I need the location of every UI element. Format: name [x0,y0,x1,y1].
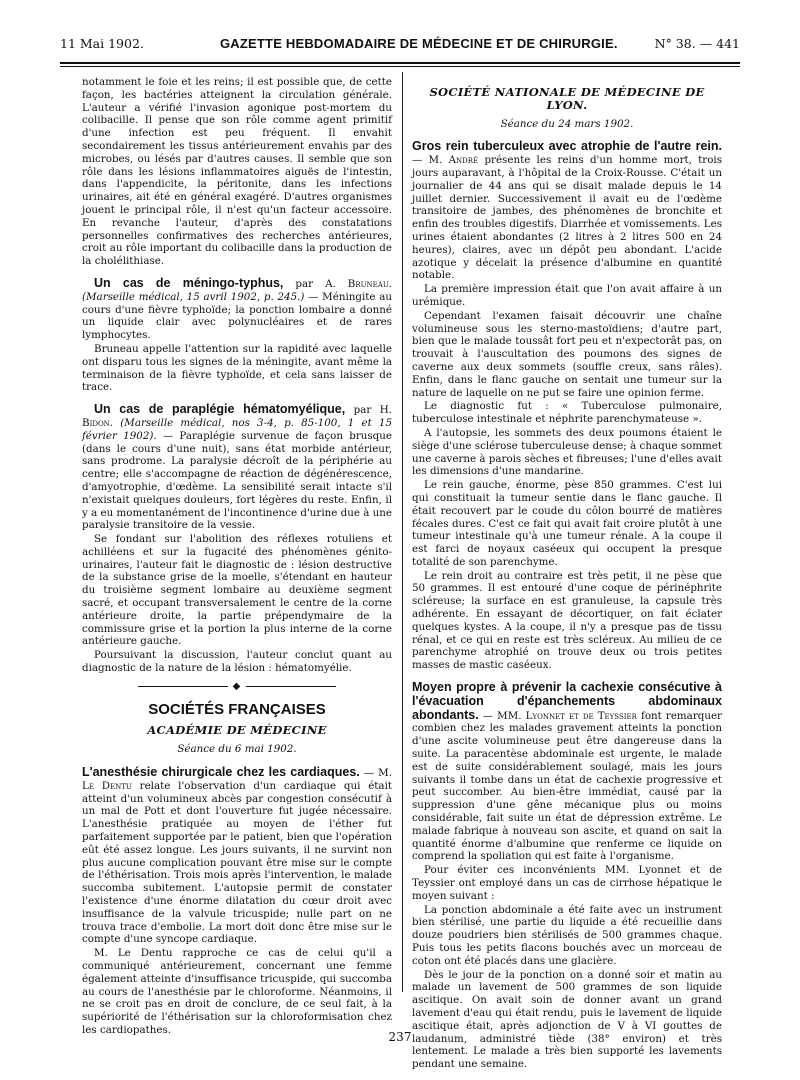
article-title: Un cas de paraplégie hématomyélique, [94,402,346,417]
article-by: par [295,277,314,290]
article-gros-rein [412,140,722,282]
paragraph: M. Le Dentu rapproche ce cas de celui qu'il a communiqué antérieurement, concernant une femme également atteinte d'insuffisance tricuspide, qui succomba au cours de l'anesthésie par le chloroforme. Néanmoins, il ne se croit pas en droit de conclure, de ce seul fait, à la supériorité de l'éthérisation sur la chloroformisation chez les cardiopathes. [82,947,392,1036]
article-by: par [353,404,372,417]
paragraph: Le rein gauche, énorme, pèse 850 grammes. C'est lui qui constituait la tumeur sentie dans le flanc gauche. Il était recouvert par le coude du côlon bourré de matières fécales dures. C'est ce fait qui avait fait croire plutôt à une tumeur intestinale qu'à une tumeur rénale. A la coupe il est farci de noyaux caséeux qui occupent la presque totalité de son parenchyme. [412,479,722,568]
ornament-divider: ◆ [82,681,392,694]
header-issue-page: N° 38. — 441 [654,36,740,51]
article-author: A. Bruneau. [325,277,393,290]
header-rule-thick [60,62,740,64]
paragraph: Dès le jour de la ponction on a donné soir et matin au malade un lavement de 500 grammes de son liquide ascitique. On avait soin de donner avant un grand lavement d'eau qui était rendu, puis le lavement de liquide ascitique était, après adjonction de V à VI gouttes de laudanum, administré tiède (38° environ) et très lentement. Le malade a très bien supporté les lavements pendant une semaine. [412,968,722,1071]
article-meningo-typhus [82,277,392,342]
article-title: Un cas de méningo-typhus, [94,275,284,290]
running-header [60,36,740,58]
paragraph: Le rein droit au contraire est très petit, il ne pèse que 50 grammes. Il est entouré d'une coque de périnéphrite scléreuse; la surface en est granuleuse, la capsule très adhérente. En essayant de décortiquer, on fait éclater quelques kystes. A la coupe, il n'y a presque pas de tissu rénal, et ce qui en reste est très scléreux. Au milieu de ce parenchyme atrophié on trouve deux ou trois petites masses de mastic caséeux. [412,569,722,672]
paragraph: Le diagnostic fut : « Tuberculose pulmonaire, tuberculose intestinale et néphrite parenchymateuse ». [412,400,722,426]
header-date: 11 Mai 1902. [60,36,144,51]
article-text: relate l'observation d'un cardiaque qui était atteint d'un volumineux abcès par congestion consécutif à un mal de Pott et dont l'ouverture fut jugée nécessaire. L'anesthésie pratiquée au moyen de l'éther fut parfaitement supportée par le patient, bien que l'opération eût été assez longue. Les jours suivants, il ne survint non plus aucune complication pouvant être mise sur le compte de l'éthérisation. Trois mois après l'intervention, le malade succomba subitement. L'autopsie permit de constater l'existence d'une énorme dilatation du cœur droit avec insuffisance de la valvule tricuspide; nulle part on ne trouva trace d'embolie. La mort doit donc être mise sur le compte d'une syncope cardiaque. [82,779,393,946]
seance-date: Séance du 24 mars 1902. [500,117,634,130]
article-text: présente les reins d'un homme mort, trois jours auparavant, à l'hôpital de la Croix-Rousse. C'était un journalier de 44 ans qui se disait malade depuis le 14 juillet dernier. Successivement il avait eu de l'œdème transitoire de jambes, des phénomènes de bronchite et enfin des troubles digestifs. Diarrhée et vomissements. Les urines étaient abondantes (2 litres à 2 litres 500 en 24 heures), claires, avec un dépôt peu abondant. L'acide azotique y décelait la présence d'albumine en quantité notable. [412,154,723,282]
paragraph: A l'autopsie, les sommets des deux poumons étaient le siège d'une sclérose tuberculeuse dense; à chaque sommet une caverne à parois sèches et fibreuses; l'une d'elles avait les dimensions d'une mandarine. [412,426,722,478]
article-title: Gros rein tuberculeux avec atrophie de l'autre rein. [412,139,722,154]
article-title: L'anesthésie chirurgicale chez les cardiaques. [82,765,360,780]
seance-date: Séance du 6 mai 1902. [177,743,297,756]
article-author: H. Bidon. [82,404,392,429]
article-author: — M. André [412,154,479,167]
article-author: — MM. Lyonnet et de Teyssier [482,709,637,722]
article-reference: (Marseille médical, 15 avril 1902, p. 245.) [82,290,305,303]
paragraph: Bruneau appelle l'attention sur la rapidité avec laquelle ont disparu tous les signes de la méningite, avant même la terminaison de la fièvre typhoïde, et cela sans laisser de trace. [82,342,392,394]
header-rule-thin [60,66,740,67]
paragraph: Se fondant sur l'abolition des réflexes rotuliens et achilléens et sur la fugacité des phénomènes génito-urinaires, l'auteur fait le diagnostic de : lésion destructive de la substance grise de la moelle, s'étendant en hauteur du troisième segment lombaire au deuxième segment sacré, et occupant transversalement le centre de la corne antérieure droite, la partie prépendymaire de la commissure grise et la portion la plus interne de la corne antérieure gauche. [82,533,392,648]
intro-paragraph: notamment le foie et les reins; il est possible que, de cette façon, les bactéries atteignent la circulation générale. L'auteur a vérifié l'invasion agonique post-mortem du colibacille. Il pense que son rôle comme agent primitif d'une infection est peu fréquent. Il envahit secondairement les tissus antérieurement envahis par des microbes, ou lésés par d'autres causes. Il semble que son rôle dans les lésions inflammatoires aiguës de l'intestin, dans l'appendicite, la péritonite, dans les infections urinaires, ait été en général exagéré. D'autres organismes jouent le principal rôle, il n'est qu'un facteur accessoire. En revanche l'auteur, d'après des constatations personnelles confirmatives des recherches antérieures, croit au rôle important du colibacille dans la production de la cholélithiase. [82,76,392,268]
article-reference: (Marseille médical, nos 3-4, p. 85-100, 1 et 15 février 1902). [82,416,392,442]
paragraph: Pour éviter ces inconvénients MM. Lyonnet et de Teyssier ont employé dans un cas de cirrhose hépatique le moyen suivant : [412,864,722,902]
paragraph: La ponction abdominale a été faite avec un instrument bien stérilisé, une partie du liquide a été recueillie dans douze poudriers bien stérilisés de 500 grammes chaque. Puis tous les petits flacons bouchés avec un morceau de coton ont été placés dans une glacière. [412,903,722,967]
right-column [412,76,722,1072]
article-title: Moyen propre à prévenir la cachexie consécutive à l'évacuation d'épanchements abdominaux abondants. [412,680,722,722]
section-heading: SOCIÉTÉS FRANÇAISES [148,700,326,718]
paragraph: Poursuivant la discussion, l'auteur conclut quant au diagnostic de la nature de la lésion : hématomyélie. [82,649,392,675]
article-text: — Méningite au cours d'une fièvre typhoïde; la ponction lombaire a donné un liquide clair avec polynucléaires et de rares lymphocytes. [82,290,392,342]
paragraph: Cependant l'examen faisait découvrir une chaîne volumineuse sous les sterno-mastoïdiens; d'autre part, bien que le malade toussât fort peu et n'expectorât pas, on trouvait à l'auscultation des poumons des signes de caverne aux deux sommets (souffle creux, sans râles). Enfin, dans le flanc gauche on sentait une tumeur sur la nature de laquelle on ne put se faire une opinion ferme. [412,309,722,399]
paragraph: La première impression était que l'on avait affaire à un urémique. [412,283,722,308]
society-heading: SOCIÉTÉ NATIONALE DE MÉDECINE DE LYON. [429,85,705,112]
left-column [82,76,392,1038]
article-text: font remarquer combien chez les malades gravement atteints la ponction d'une ascite volumineuse peut être dangereuse dans la suite. La paracentèse abdominale est urgente, le malade est de suite considérablement soulagé, mais les jours suivants il tombe dans un état de cachexie progressive et peut succomber. Au bien-être immédiat, causé par la suppression d'une gêne mécanique plus ou moins considérable, fait suite un état de dépression extrême. Le malade fabrique à nouveau son ascite, et quand on sait la quantité énorme d'albumine que renferme ce liquide on comprend la spoliation qui est faite à l'organisme. [412,709,722,863]
page-folio: 237 [388,1030,412,1044]
article-anesthesie [82,766,392,946]
article-text: — Paraplégie survenue de façon brusque (dans le cours d'une nuit), sans état morbide antérieur, sans prodrome. La paralysie décroît de la périphérie au centre; elle s'accompagne de réaction de dégénérescence, d'amyotrophie, d'œdème. La sensibilité serait intacte s'il n'existait quelques douleurs, fort légères du reste. Enfin, il y a eu momentanément de l'incontinence d'urine due à une paralysie transitoire de la vessie. [82,429,393,532]
article-author: — M. Le Dentu [82,767,392,792]
column-divider [402,72,403,992]
header-journal-title: GAZETTE HEBDOMADAIRE DE MÉDECINE ET DE CHIRURGIE. [220,36,618,51]
subsection-heading: ACADÉMIE DE MÉDECINE [147,723,327,738]
article-cachexie [412,681,722,863]
article-paraplegie [82,403,392,532]
